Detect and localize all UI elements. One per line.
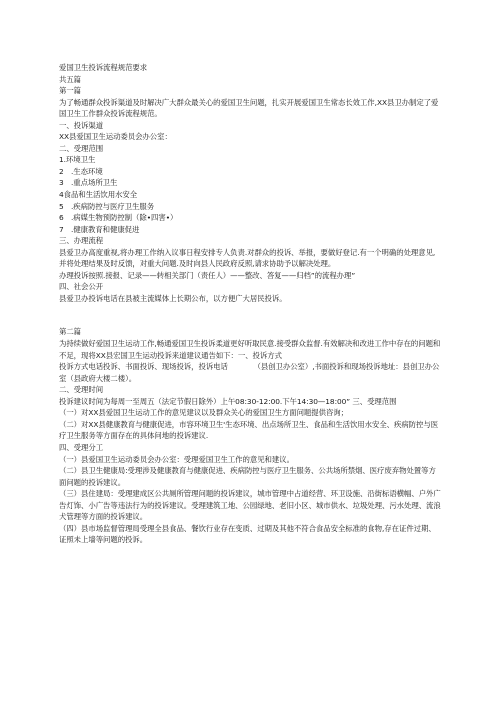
division-paragraph: （四）县市场监督管理局受理全县食品、餐饮行业存在变质、过期及其他不符合食品安全标准的食物,存在证件过期、证照未上墙等问题的投诉。 [59, 523, 436, 545]
scope-item: 7 .健康教育和健康促进 [59, 224, 140, 234]
part2-section2-title: 二、受理时间 [59, 385, 104, 395]
part1-section1-title: 一、投诉渠道 [59, 120, 104, 130]
division-paragraph: （三）县住建局：受理建成区公共厕所管理问题的投诉建议，城市管理中占道经营、环卫设施、沿街标语横幅、户外广告灯饰、小广告等违法行为的投诉建议。受理建筑工地、公园绿地、老旧小区、城市供水、垃圾处理、污水处理、流浪犬管理等方面的投诉建议。 [59, 489, 441, 522]
part1-section3-title: 三、办理流程 [59, 236, 104, 246]
part2-heading: 第二篇 [59, 327, 82, 337]
doc-title: 爱国卫生投诉流程规范要求 [59, 63, 148, 72]
part1-section3-process: 办理投诉按照.接报、记录——转相关部门（责任人）——整改、答复——归档”的流程办理” [59, 270, 356, 280]
part1-section3-text: 县爱卫办高度重视,将办理工作纳入议事日程安排专人负责.对群众的投诉、举报，要做好登记.有一个明确的处理意见,并将处理结果及时反馈，对重大问题.及时向县人民政府反照,请求协助予以解决处理。 [59, 247, 436, 269]
part1-section2-title: 二、受理范围 [59, 143, 104, 153]
part1-section4-text: 县爱卫办投诉电话在县被主流媒体上长期公布，以方便广大居民投诉。 [59, 293, 287, 303]
scope-paragraph: （二）对XX县健康教育与健康促进，市容环境卫生'生态环境、出点场所卫生、食品和生活饮用水安全、疾病防控与医疗卫生服务等方面存在的具体问地的投诉建议. [59, 419, 439, 441]
scope-item: 1.环境卫生 [59, 155, 96, 165]
scope-item: 2 .生态环境 [59, 166, 103, 176]
scope-item: 5 .疾病防控与医疗卫生服务 [59, 201, 155, 211]
part1-heading: 第一篇 [59, 86, 82, 96]
division-paragraph: （二）县卫生健康局:受理涉及健康教育与健康促进、疾病防控与医疗卫生服务、公共场所禁烟、医疗废弃物处置等方面问题的投诉建议。 [59, 466, 436, 487]
part2-intro: 为持续做好爱国卫生运动工作,畅通爱国卫生投诉柔道更好听取民意.接受群众监督.有效解决和改进工作中存在的问题和不足，现将XX县宏国卫生运动投诉来道建议通告如下：一、投诉方式 [59, 339, 441, 360]
part1-section1-text: XX县爱国卫生运动委员会办公室： [59, 132, 172, 142]
scope-item: 3 .重点场所卫生 [59, 178, 118, 188]
division-paragraph: （一）县爱国卫生运动委员会办公室：受理爱国卫生工作的意见和建议。 [59, 454, 294, 464]
scope-item: 6 .病媒生物预防控制（除•四害•） [59, 213, 178, 223]
scope-item: 4食品和生活饮用水安全 [59, 190, 138, 200]
part1-intro: 为了畅通群众投诉渠道及时解决广大群众最关心的爱国卫生问题，扎实开展爱国卫生常态长效工作,XX县卫办制定了爱国卫生工作群众投诉流程规范。 [59, 97, 439, 119]
part1-section4-title: 四、社会公开 [59, 282, 104, 292]
scope-paragraph: （一）对XX县爱国卫生运动工作的意见建议以及群众关心的爱国卫生方面问题提供咨询； [59, 408, 348, 418]
doc-count: 共五篇 [59, 74, 82, 84]
part2-section2-text: 投诉建议时间为每周一至周五（法定节假日除外）上午08:30-12:00.下午14:30—18:00” 三、受理范围 [59, 396, 397, 406]
document-page [59, 62, 441, 546]
part2-complaint-ways: 投诉方式电话投诉、书面投诉、现场投诉，投诉电话 （县创卫办公室）,书面投诉和现场投诉地址：县创卫办公室（县政府大楼二楼）。 [59, 362, 440, 383]
part2-section4-title: 四、受理分工 [59, 442, 104, 452]
